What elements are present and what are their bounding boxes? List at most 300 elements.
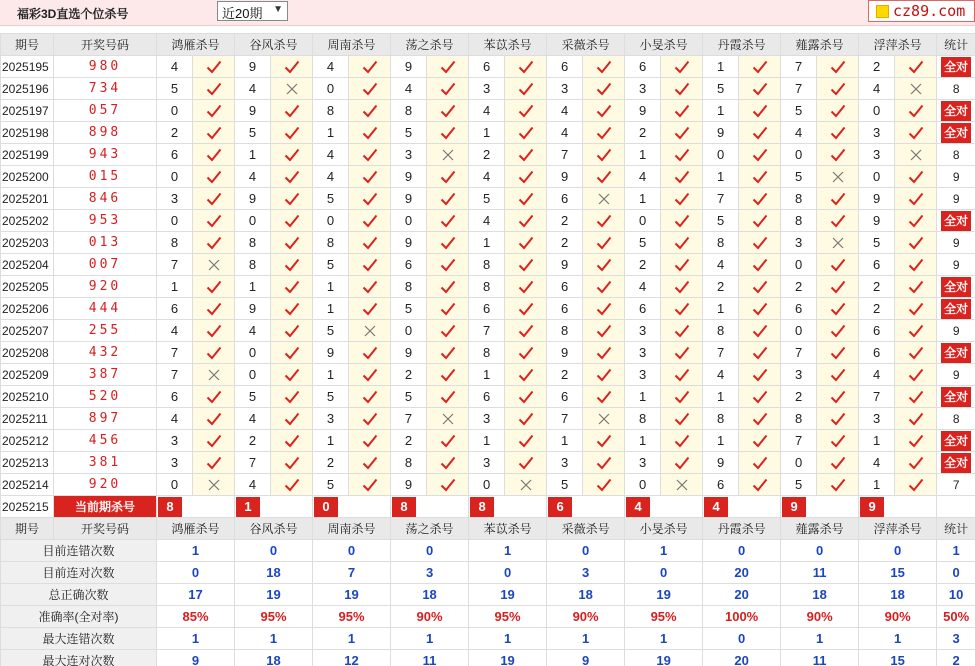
- check-mark-icon: [583, 122, 625, 144]
- kill-number-cell: 9: [859, 210, 895, 232]
- check-mark-icon: [349, 166, 391, 188]
- check-mark-icon: [349, 408, 391, 430]
- col-header-predictor: 周南杀号: [313, 34, 391, 56]
- check-mark-icon: [271, 276, 313, 298]
- check-mark-icon: [505, 254, 547, 276]
- kill-number-cell: 5: [313, 474, 349, 496]
- kill-number-cell: 9: [391, 232, 427, 254]
- check-mark-icon: [817, 56, 859, 78]
- kill-number-cell: 4: [157, 320, 193, 342]
- kill-number-cell: 5: [391, 386, 427, 408]
- period-range-select[interactable]: [217, 1, 288, 21]
- check-mark-icon: [895, 474, 937, 496]
- kill-number-cell: 0: [313, 210, 349, 232]
- check-mark-icon: [271, 408, 313, 430]
- kill-number-cell: 2: [859, 56, 895, 78]
- kill-number-cell: 5: [703, 78, 739, 100]
- summary-stats: [1, 540, 975, 666]
- kill-number-cell: 4: [625, 166, 661, 188]
- stats-value: 0: [781, 540, 859, 562]
- col-header-predictor: 苯苡杀号: [469, 34, 547, 56]
- kill-number-cell: 4: [235, 78, 271, 100]
- period-cell: 2025206: [1, 298, 54, 320]
- check-mark-icon: [193, 452, 235, 474]
- kill-number-cell: 3: [625, 320, 661, 342]
- check-mark-icon: [271, 144, 313, 166]
- kill-number-cell: 7: [781, 342, 817, 364]
- current-kill-label: 当前期杀号: [54, 496, 157, 518]
- stats-value: 1: [469, 628, 547, 650]
- check-mark-icon: [661, 144, 703, 166]
- kill-number-cell: 4: [157, 56, 193, 78]
- table-row: [1, 276, 975, 298]
- cross-mark-icon: [817, 232, 859, 254]
- check-mark-icon: [193, 276, 235, 298]
- cross-mark-icon: [349, 320, 391, 342]
- stat-cell: 8: [937, 144, 975, 166]
- kill-number-cell: 4: [235, 474, 271, 496]
- check-mark-icon: [583, 100, 625, 122]
- col-header-predictor: 采薇杀号: [547, 34, 625, 56]
- check-mark-icon: [817, 386, 859, 408]
- stats-value-total: 3: [937, 628, 975, 650]
- cross-mark-icon: [895, 144, 937, 166]
- check-mark-icon: [817, 408, 859, 430]
- table-row: [1, 166, 975, 188]
- kill-number-cell: 7: [157, 254, 193, 276]
- kill-number-cell: 1: [703, 56, 739, 78]
- winning-number-cell: 897: [54, 408, 157, 430]
- stats-value: 100%: [703, 606, 781, 628]
- check-mark-icon: [427, 188, 469, 210]
- col-header-predictor: 荡之杀号: [391, 518, 469, 540]
- kill-number-cell: 0: [625, 210, 661, 232]
- check-mark-icon: [427, 100, 469, 122]
- stats-value: 0: [157, 562, 235, 584]
- check-mark-icon: [505, 232, 547, 254]
- logo-text: cz89.com: [893, 2, 966, 20]
- stats-value: 15: [859, 650, 937, 666]
- kill-number-cell: 4: [859, 452, 895, 474]
- kill-number-cell: 4: [469, 100, 505, 122]
- stats-value: 0: [469, 562, 547, 584]
- kill-number-cell: 0: [235, 342, 271, 364]
- stat-cell: [937, 430, 975, 452]
- cross-mark-icon: [193, 364, 235, 386]
- kill-number-cell: 1: [859, 474, 895, 496]
- current-kill-badge: 9: [782, 497, 806, 517]
- stats-value: 7: [313, 562, 391, 584]
- kill-number-cell: 3: [391, 144, 427, 166]
- period-cell: 2025208: [1, 342, 54, 364]
- table-row: [1, 364, 975, 386]
- kill-number-cell: 8: [547, 320, 583, 342]
- check-mark-icon: [349, 298, 391, 320]
- stats-value: 0: [547, 540, 625, 562]
- stats-value: 0: [625, 562, 703, 584]
- kill-number-cell: 5: [391, 298, 427, 320]
- stats-value: 1: [547, 628, 625, 650]
- stats-value: 95%: [625, 606, 703, 628]
- kill-number-cell: 8: [469, 276, 505, 298]
- kill-number-cell: 2: [859, 276, 895, 298]
- winning-number-cell: 980: [54, 56, 157, 78]
- kill-number-cell: 1: [313, 122, 349, 144]
- col-header-predictor: 采薇杀号: [547, 518, 625, 540]
- stat-cell: 7: [937, 474, 975, 496]
- kill-number-cell: 0: [157, 166, 193, 188]
- stat-cell: [937, 386, 975, 408]
- stats-value: 3: [547, 562, 625, 584]
- kill-number-cell: 5: [391, 122, 427, 144]
- check-mark-icon: [583, 364, 625, 386]
- logo-square-icon: [876, 5, 889, 18]
- stats-value: 19: [625, 650, 703, 666]
- check-mark-icon: [427, 276, 469, 298]
- check-mark-icon: [505, 430, 547, 452]
- check-mark-icon: [505, 78, 547, 100]
- check-mark-icon: [193, 188, 235, 210]
- col-header-predictor: 丹霞杀号: [703, 34, 781, 56]
- kill-number-cell: 1: [625, 386, 661, 408]
- kill-number-cell: 4: [469, 210, 505, 232]
- check-mark-icon: [427, 298, 469, 320]
- winning-number-cell: 953: [54, 210, 157, 232]
- check-mark-icon: [583, 320, 625, 342]
- stats-value: 95%: [469, 606, 547, 628]
- kill-number-cell: 7: [469, 320, 505, 342]
- stats-label: 目前连错次数: [1, 540, 157, 562]
- kill-number-cell: 1: [313, 276, 349, 298]
- current-kill-badge: 8: [158, 497, 182, 517]
- col-header-predictor: 鸿雁杀号: [157, 518, 235, 540]
- kill-number-cell: 4: [547, 100, 583, 122]
- check-mark-icon: [739, 100, 781, 122]
- check-mark-icon: [349, 122, 391, 144]
- check-mark-icon: [193, 122, 235, 144]
- check-mark-icon: [583, 474, 625, 496]
- kill-number-cell: 4: [313, 166, 349, 188]
- check-mark-icon: [661, 386, 703, 408]
- table-row: [1, 298, 975, 320]
- kill-number-table: [0, 33, 975, 666]
- stats-row: [1, 540, 975, 562]
- check-mark-icon: [739, 364, 781, 386]
- check-mark-icon: [895, 166, 937, 188]
- kill-number-cell: 0: [235, 364, 271, 386]
- kill-number-cell: 3: [157, 452, 193, 474]
- winning-number-cell: 013: [54, 232, 157, 254]
- check-mark-icon: [661, 166, 703, 188]
- check-mark-icon: [583, 452, 625, 474]
- check-mark-icon: [427, 254, 469, 276]
- check-mark-icon: [271, 56, 313, 78]
- kill-number-cell: 8: [391, 452, 427, 474]
- period-cell: 2025197: [1, 100, 54, 122]
- check-mark-icon: [583, 56, 625, 78]
- kill-number-cell: 2: [469, 144, 505, 166]
- check-mark-icon: [895, 276, 937, 298]
- cross-mark-icon: [193, 254, 235, 276]
- col-header-predictor: 小旻杀号: [625, 518, 703, 540]
- col-header-predictor: 荡之杀号: [391, 34, 469, 56]
- kill-number-cell: 1: [235, 276, 271, 298]
- check-mark-icon: [505, 342, 547, 364]
- kill-number-cell: 1: [703, 166, 739, 188]
- check-mark-icon: [583, 386, 625, 408]
- table-row: [1, 452, 975, 474]
- cross-mark-icon: [583, 408, 625, 430]
- col-header-predictor: 鸿雁杀号: [157, 34, 235, 56]
- period-cell: 2025205: [1, 276, 54, 298]
- check-mark-icon: [661, 298, 703, 320]
- stat-cell: [937, 342, 975, 364]
- kill-number-cell: 0: [781, 254, 817, 276]
- check-mark-icon: [739, 276, 781, 298]
- kill-number-cell: 1: [469, 364, 505, 386]
- kill-number-cell: 5: [235, 386, 271, 408]
- kill-number-cell: 6: [859, 320, 895, 342]
- check-mark-icon: [583, 342, 625, 364]
- kill-number-cell: 9: [235, 100, 271, 122]
- stats-value: 11: [781, 562, 859, 584]
- check-mark-icon: [817, 188, 859, 210]
- table-row: [1, 78, 975, 100]
- kill-number-cell: 1: [235, 144, 271, 166]
- check-mark-icon: [661, 408, 703, 430]
- check-mark-icon: [193, 430, 235, 452]
- check-mark-icon: [895, 254, 937, 276]
- check-mark-icon: [349, 78, 391, 100]
- check-mark-icon: [817, 430, 859, 452]
- period-cell: 2025203: [1, 232, 54, 254]
- cross-mark-icon: [661, 474, 703, 496]
- check-mark-icon: [817, 320, 859, 342]
- kill-number-cell: 9: [859, 188, 895, 210]
- kill-number-cell: 8: [781, 210, 817, 232]
- chevron-down-icon: ▼: [273, 4, 283, 15]
- check-mark-icon: [661, 342, 703, 364]
- check-mark-icon: [661, 276, 703, 298]
- kill-number-cell: 1: [313, 298, 349, 320]
- check-mark-icon: [817, 364, 859, 386]
- kill-number-cell: 8: [703, 320, 739, 342]
- kill-number-cell: 3: [469, 78, 505, 100]
- winning-number-cell: 456: [54, 430, 157, 452]
- period-cell: 2025201: [1, 188, 54, 210]
- col-header-predictor: 浮萍杀号: [859, 34, 937, 56]
- check-mark-icon: [583, 144, 625, 166]
- check-mark-icon: [661, 430, 703, 452]
- kill-number-cell: 4: [547, 122, 583, 144]
- cross-mark-icon: [271, 78, 313, 100]
- kill-number-cell: 2: [547, 364, 583, 386]
- check-mark-icon: [349, 188, 391, 210]
- stat-cell: 9: [937, 188, 975, 210]
- winning-number-cell: 444: [54, 298, 157, 320]
- check-mark-icon: [583, 254, 625, 276]
- check-mark-icon: [583, 430, 625, 452]
- stats-value: 90%: [547, 606, 625, 628]
- kill-number-cell: 2: [235, 430, 271, 452]
- check-mark-icon: [661, 320, 703, 342]
- stats-label: 准确率(全对率): [1, 606, 157, 628]
- stats-value: 18: [859, 584, 937, 606]
- kill-number-cell: 4: [469, 166, 505, 188]
- check-mark-icon: [193, 100, 235, 122]
- stats-value: 0: [391, 540, 469, 562]
- table-row: [1, 232, 975, 254]
- current-kill-badge: 0: [314, 497, 338, 517]
- col-header-winning: 开奖号码: [54, 34, 157, 56]
- check-mark-icon: [895, 320, 937, 342]
- stats-value: 20: [703, 650, 781, 666]
- kill-number-cell: 8: [625, 408, 661, 430]
- check-mark-icon: [505, 122, 547, 144]
- kill-number-cell: 1: [625, 144, 661, 166]
- stat-cell: 9: [937, 320, 975, 342]
- kill-number-cell: 0: [859, 166, 895, 188]
- period-cell: 2025214: [1, 474, 54, 496]
- current-kill-badge: 1: [236, 497, 260, 517]
- kill-number-cell: 8: [781, 408, 817, 430]
- kill-number-cell: 4: [703, 364, 739, 386]
- check-mark-icon: [661, 56, 703, 78]
- kill-number-cell: 3: [469, 408, 505, 430]
- all-correct-badge: 全对: [941, 431, 971, 451]
- kill-number-cell: 8: [235, 232, 271, 254]
- kill-number-cell: 5: [469, 188, 505, 210]
- stat-cell: [937, 452, 975, 474]
- check-mark-icon: [427, 56, 469, 78]
- kill-number-cell: 7: [781, 430, 817, 452]
- check-mark-icon: [271, 430, 313, 452]
- kill-number-cell: 9: [391, 474, 427, 496]
- winning-number-cell: 007: [54, 254, 157, 276]
- col-header-predictor: 薤露杀号: [781, 34, 859, 56]
- check-mark-icon: [193, 210, 235, 232]
- stats-value: 85%: [157, 606, 235, 628]
- cross-mark-icon: [583, 188, 625, 210]
- kill-number-cell: 3: [781, 364, 817, 386]
- kill-number-cell: 0: [157, 100, 193, 122]
- check-mark-icon: [349, 56, 391, 78]
- stats-value: 1: [625, 628, 703, 650]
- stat-cell: [937, 122, 975, 144]
- check-mark-icon: [817, 474, 859, 496]
- check-mark-icon: [817, 122, 859, 144]
- kill-number-cell: 3: [625, 452, 661, 474]
- stats-value: 0: [703, 628, 781, 650]
- history-rows: [1, 56, 975, 496]
- winning-number-cell: 846: [54, 188, 157, 210]
- kill-number-cell: 0: [391, 210, 427, 232]
- check-mark-icon: [349, 144, 391, 166]
- col-header-predictor: 周南杀号: [313, 518, 391, 540]
- check-mark-icon: [661, 100, 703, 122]
- check-mark-icon: [505, 364, 547, 386]
- check-mark-icon: [817, 254, 859, 276]
- kill-number-cell: 3: [313, 408, 349, 430]
- kill-number-cell: 3: [859, 122, 895, 144]
- kill-number-cell: 8: [781, 188, 817, 210]
- kill-number-cell: 0: [625, 474, 661, 496]
- current-kill-badge: 4: [704, 497, 728, 517]
- kill-number-cell: 7: [781, 78, 817, 100]
- check-mark-icon: [193, 166, 235, 188]
- check-mark-icon: [505, 452, 547, 474]
- stats-value-total: 0: [937, 562, 975, 584]
- kill-number-cell: 3: [625, 342, 661, 364]
- stats-value-total: 2: [937, 650, 975, 666]
- check-mark-icon: [505, 144, 547, 166]
- check-mark-icon: [427, 122, 469, 144]
- kill-number-cell: 4: [859, 78, 895, 100]
- stats-value: 19: [235, 584, 313, 606]
- check-mark-icon: [193, 56, 235, 78]
- stats-value: 1: [781, 628, 859, 650]
- kill-number-cell: 5: [313, 386, 349, 408]
- period-range-value: 近20期: [222, 6, 263, 21]
- kill-number-cell: 4: [313, 144, 349, 166]
- stats-value: 3: [391, 562, 469, 584]
- check-mark-icon: [349, 100, 391, 122]
- check-mark-icon: [661, 188, 703, 210]
- cross-mark-icon: [505, 474, 547, 496]
- cross-mark-icon: [895, 78, 937, 100]
- stats-value: 18: [391, 584, 469, 606]
- winning-number-cell: 520: [54, 386, 157, 408]
- check-mark-icon: [427, 364, 469, 386]
- kill-number-cell: 3: [469, 452, 505, 474]
- kill-number-cell: 0: [859, 100, 895, 122]
- check-mark-icon: [349, 474, 391, 496]
- stats-value: 0: [703, 540, 781, 562]
- period-cell: 2025200: [1, 166, 54, 188]
- check-mark-icon: [895, 386, 937, 408]
- kill-number-cell: 2: [313, 452, 349, 474]
- kill-number-cell: 2: [547, 232, 583, 254]
- check-mark-icon: [271, 452, 313, 474]
- kill-number-cell: 2: [625, 254, 661, 276]
- kill-number-cell: 5: [313, 254, 349, 276]
- kill-number-cell: 6: [781, 298, 817, 320]
- check-mark-icon: [817, 276, 859, 298]
- check-mark-icon: [349, 386, 391, 408]
- stats-value: 1: [859, 628, 937, 650]
- col-header-predictor: 谷风杀号: [235, 34, 313, 56]
- kill-number-cell: 4: [781, 122, 817, 144]
- stats-value: 0: [313, 540, 391, 562]
- site-logo-link[interactable]: [868, 0, 975, 22]
- check-mark-icon: [817, 298, 859, 320]
- kill-number-cell: 2: [391, 430, 427, 452]
- check-mark-icon: [349, 232, 391, 254]
- kill-number-cell: 0: [781, 452, 817, 474]
- check-mark-icon: [895, 452, 937, 474]
- stats-value: 17: [157, 584, 235, 606]
- kill-number-cell: 5: [781, 166, 817, 188]
- kill-number-cell: 7: [703, 188, 739, 210]
- stats-label: 目前连对次数: [1, 562, 157, 584]
- kill-number-cell: 9: [703, 122, 739, 144]
- check-mark-icon: [817, 144, 859, 166]
- kill-number-cell: 6: [703, 474, 739, 496]
- stats-value: 19: [313, 584, 391, 606]
- stats-value: 1: [469, 540, 547, 562]
- stats-value: 95%: [313, 606, 391, 628]
- check-mark-icon: [271, 188, 313, 210]
